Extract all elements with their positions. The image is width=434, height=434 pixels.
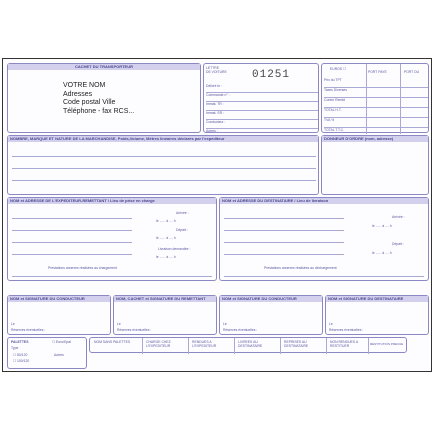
pallet-col-2: RENDUES A L'EXPEDITEUR: [192, 340, 217, 348]
pallet-col-1: CHARGE CHEZ L'EXPEDITEUR: [146, 340, 171, 348]
consignee-arrival: Arrivée :: [392, 215, 405, 219]
euros-label: EUROS ☐: [330, 67, 347, 71]
shipper-arrival-date: le ...... à .... h: [156, 219, 176, 223]
price-cod: Contre Rembt: [324, 98, 428, 108]
driver2-signature-header: NOM et SIGNATURE DU CONDUCTEUR: [220, 296, 322, 302]
price-total-ttc: TOTAL T.T.C.: [324, 128, 345, 132]
donor-header: DONNEUR D'ORDRE (nom, adresse): [322, 136, 428, 142]
pallet-col-5: NON RENDUES A RESTITUER: [330, 340, 358, 348]
shipper-box: [7, 197, 217, 281]
consignee-header: NOM et ADRESSE DU DESTINATAIRE / Lieu de livraison: [220, 198, 428, 204]
destinataire-reserves: Réserves éventuelles :: [329, 328, 364, 332]
pallets-size-80: ☐ 80/120: [13, 353, 28, 357]
destinataire-signature-header: NOM et SIGNATURE DU DESTINATAIRE: [326, 296, 428, 302]
pallets-others: Autres: [54, 353, 64, 357]
transporter-name: VOTRE NOM: [63, 82, 106, 89]
pallet-col-3: LIVREES AU DESTINATAIRE: [238, 340, 263, 348]
shipper-departure-date: le ...... à .... h: [156, 236, 176, 240]
shipper-departure: Départ :: [176, 228, 189, 232]
transporter-stamp-box: [7, 63, 201, 133]
pallet-col-6: RESTITUTION PREVUE: [370, 342, 404, 346]
pallets-title: PALETTES: [11, 340, 29, 344]
field-immat-sr: Immat. SR :: [206, 111, 318, 120]
pricing-rows: [324, 78, 428, 137]
pallet-col-0: NOM SANS PALETTES: [94, 340, 131, 344]
letter-box: [203, 63, 319, 133]
driver1-signature-box: [7, 295, 111, 335]
driver1-signature-header: NOM et SIGNATURE DU CONDUCTEUR: [8, 296, 110, 302]
remettant-signature-header: NOM, CACHET et SIGNATURE DU REMETTANT: [114, 296, 216, 302]
shipper-services: Prestations annexes réalisées au chargement: [48, 266, 117, 270]
driver1-reserves: Réserves éventuelles :: [11, 328, 46, 332]
merchandise-box: [7, 135, 319, 195]
driver2-date: Le: [223, 322, 227, 326]
consignee-box: [219, 197, 429, 281]
field-delivered: Délivré le :: [206, 84, 318, 93]
transporter-phone: Téléphone - fax RCS...: [63, 107, 135, 115]
pallets-box: [7, 337, 87, 369]
consignment-note: [2, 58, 432, 372]
field-other: Autres :: [206, 129, 218, 133]
price-transport: Prix du TPT: [324, 78, 428, 88]
shipper-delivery-date: le ...... à .... h: [156, 255, 176, 259]
pallets-table: [89, 337, 407, 353]
price-total-ht: TOTAL H.T.: [324, 108, 428, 118]
shipper-header: NOM et ADRESSE DE L'EXPEDITEUR-REMETTANT / Lieu de prise en charge: [8, 198, 216, 204]
transporter-address: [63, 82, 134, 116]
consignee-departure: Départ :: [392, 242, 405, 246]
driver1-date: Le: [11, 322, 15, 326]
destinataire-signature-box: [325, 295, 429, 335]
shipper-delivery-requested: Livraison demandée :: [158, 247, 191, 251]
shipper-arrival: Arrivée :: [176, 211, 189, 215]
letter-number: 01251: [252, 69, 291, 81]
transporter-city: Code postal Ville: [63, 99, 116, 107]
consignee-departure-date: le ...... à .... h: [372, 251, 392, 255]
remettant-reserves: Réserves éventuelles :: [117, 328, 152, 332]
pricing-box: [321, 63, 429, 133]
consignee-arrival-date: le ...... à .... h: [372, 224, 392, 228]
port-paye-label: PORT PAYE: [368, 70, 387, 74]
pallets-type: Type: [11, 346, 19, 350]
pallets-size-100: ☐ 100/120: [13, 359, 30, 363]
field-immat-tr: Immat. TR :: [206, 102, 318, 111]
pallets-euro: ☐ Euro/Epal: [52, 340, 71, 344]
transporter-header: CACHET DU TRANSPORTEUR: [8, 64, 200, 70]
transporter-addresses: Adresses: [63, 90, 93, 98]
price-taxes: Taxes Diverses: [324, 88, 428, 98]
field-order: Commande n° :: [206, 93, 318, 102]
letter-label: LETTRE DE VOITURE: [206, 66, 227, 74]
remettant-date: Le: [117, 322, 121, 326]
destinataire-date: Le: [329, 322, 333, 326]
remettant-signature-box: [113, 295, 217, 335]
merchandise-header: NOMBRE, MARQUE ET NATURE DE LA MARCHANDISE, Poids,Volume, Mètres linéaires déclarés par l'expéditeur: [8, 136, 318, 142]
driver2-reserves: Réserves éventuelles :: [223, 328, 258, 332]
port-du-label: PORT DU: [404, 70, 420, 74]
price-tva: TVA %: [324, 118, 428, 128]
field-driver: Conducteur :: [206, 120, 318, 129]
letter-fields: [206, 84, 318, 137]
donor-box: [321, 135, 429, 195]
consignee-services: Prestations annexes réalisées au déchargement: [264, 266, 337, 270]
pallet-col-4: REPRISES AU DESTINATAIRE: [284, 340, 309, 348]
driver2-signature-box: [219, 295, 323, 335]
